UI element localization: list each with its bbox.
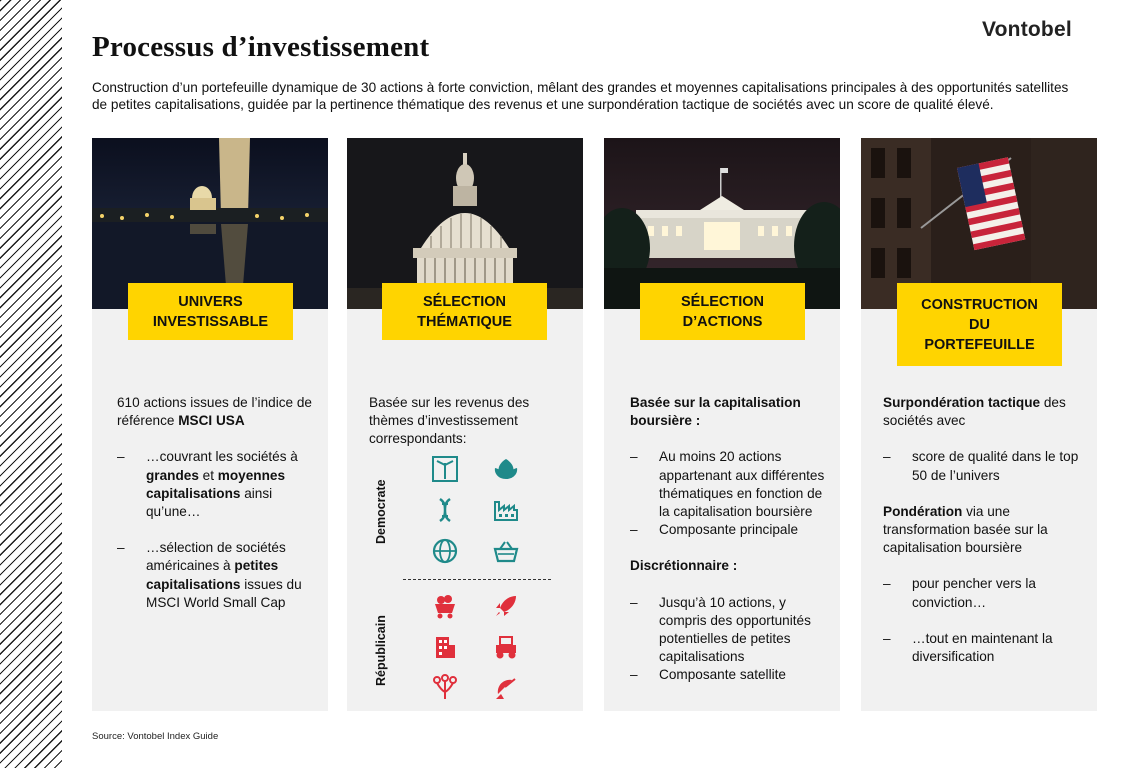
rocket-icon [492,592,520,620]
thematique-text: Basée sur les revenus des thèmes d’investissement correspondants: [369,395,530,447]
badge-thematique: SÉLECTION THÉMATIQUE [382,283,547,340]
badge-construction: CONSTRUCTION DU PORTEFEUILLE [897,283,1062,366]
vontobel-logo: Vontobel [982,18,1072,41]
basket-icon [492,537,520,565]
construction-item-2: – pour pencher vers la conviction… [883,576,1036,610]
actions-item-2: – Composante principale [630,522,799,538]
decorative-stripes [0,0,62,768]
construction-para-1: Surpondération tactique des sociétés avec [883,395,1066,429]
leaf-icon [492,455,520,483]
tractor-icon [492,633,520,661]
actions-item-1: – Au moins 20 actions appartenant aux différentes thématiques en fonction de la capitalisation boursière [630,449,825,520]
univers-text [117,394,312,612]
satellite-dish-icon [492,674,520,702]
construction-item-1: – score de qualité dans le top 50 de l’univers [883,449,1079,483]
construction-item-3: – …tout en maintenant la diversification [883,630,1053,665]
page-title: Processus d’investissement [92,31,430,63]
intro-paragraph: Construction d’un portefeuille dynamique de 30 actions à forte conviction, mêlant des grandes et moyennes capitalisations principales à des opportunités satellites de petites capitalisations, guidée par la pertinence thématique des revenus et une surpondération tactique de sociétés avec un score de qualité élevé. [92,80,1069,112]
source-note: Source: Vontobel Index Guide [92,731,219,742]
column-thematique [347,138,583,711]
oil-rig-icon [431,674,459,702]
column-actions [604,138,840,711]
wind-turbine-icon [431,455,459,483]
badge-univers: UNIVERS INVESTISSABLE [128,283,293,340]
construction-para-2: Pondération via une transformation basée sur la capitalisation boursière [883,503,1048,556]
globe-icon [431,537,459,565]
column-construction [861,138,1097,711]
actions-text [630,394,830,685]
office-building-icon [431,633,459,661]
badge-actions: SÉLECTION D’ACTIONS [640,283,805,340]
label-democrate: Democrate [374,479,388,544]
dna-icon [431,496,459,524]
univers-intro: 610 actions issues de l’indice de référence MSCI USA [117,395,312,429]
construction-text [883,394,1083,666]
univers-item-2: – …sélection de sociétés américaines à petites capitalisations issues du MSCI World Small Cap [117,540,302,610]
label-republicain: Républicain [374,615,388,686]
actions-item-3: – Jusqu’à 10 actions, y compris des opportunités potentielles de petites capitalisations [630,594,811,665]
actions-heading-1: Basée sur la capitalisation boursière : [630,395,801,429]
actions-heading-2: Discrétionnaire : [630,558,738,574]
factory-icon [492,496,520,524]
separator-line [403,579,551,580]
actions-item-4: – Composante satellite [630,667,786,683]
column-univers [92,138,328,711]
univers-item-1: – …couvrant les sociétés à grandes et moyennes capitalisations ainsi qu’une… [117,449,298,520]
mining-cart-icon [431,592,459,620]
